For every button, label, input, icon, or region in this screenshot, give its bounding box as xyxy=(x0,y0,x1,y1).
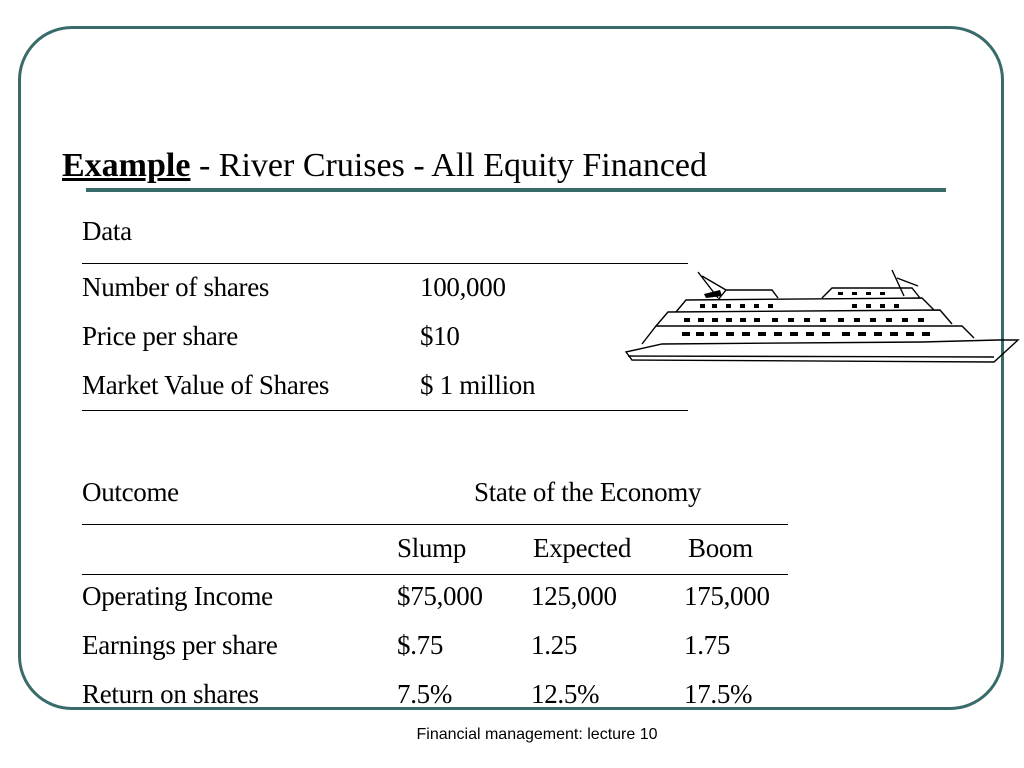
column-header-boom: Boom xyxy=(688,533,753,563)
outcome-header-rule xyxy=(82,574,788,575)
cruise-ship-icon xyxy=(622,268,1020,368)
data-row-value: $ 1 million xyxy=(420,370,536,400)
data-row-value: $10 xyxy=(420,321,460,351)
title-text: - River Cruises - All Equity Financed xyxy=(190,147,707,184)
data-top-rule xyxy=(82,263,688,264)
table-cell: 1.75 xyxy=(684,630,731,660)
data-row-value: 100,000 xyxy=(420,272,506,302)
data-row-label: Market Value of Shares xyxy=(82,370,330,400)
outcome-top-rule xyxy=(82,524,788,525)
column-header-slump: Slump xyxy=(397,533,467,563)
table-cell: 125,000 xyxy=(531,581,617,611)
data-bottom-rule xyxy=(82,410,688,411)
outcome-row-label: Operating Income xyxy=(82,581,273,611)
outcome-row-label: Earnings per share xyxy=(82,630,278,660)
title-example: Example xyxy=(62,147,191,184)
data-heading: Data xyxy=(82,216,132,246)
table-cell: 175,000 xyxy=(684,581,770,611)
table-cell: 17.5% xyxy=(684,679,753,709)
table-cell: 1.25 xyxy=(531,630,578,660)
table-cell: 7.5% xyxy=(397,679,453,709)
outcome-heading: Outcome xyxy=(82,477,179,507)
column-header-expected: Expected xyxy=(533,533,632,563)
table-cell: 12.5% xyxy=(531,679,600,709)
table-cell: $75,000 xyxy=(397,581,483,611)
table-cell: $.75 xyxy=(397,630,444,660)
data-row-label: Number of shares xyxy=(82,272,270,302)
state-heading: State of the Economy xyxy=(474,477,702,507)
slide-title xyxy=(62,146,707,186)
outcome-row-label: Return on shares xyxy=(82,679,259,709)
slide-footer xyxy=(0,726,1024,744)
footer-text: Financial management: lecture 10 xyxy=(416,726,658,743)
title-underline xyxy=(86,188,946,192)
data-row-label: Price per share xyxy=(82,321,238,351)
